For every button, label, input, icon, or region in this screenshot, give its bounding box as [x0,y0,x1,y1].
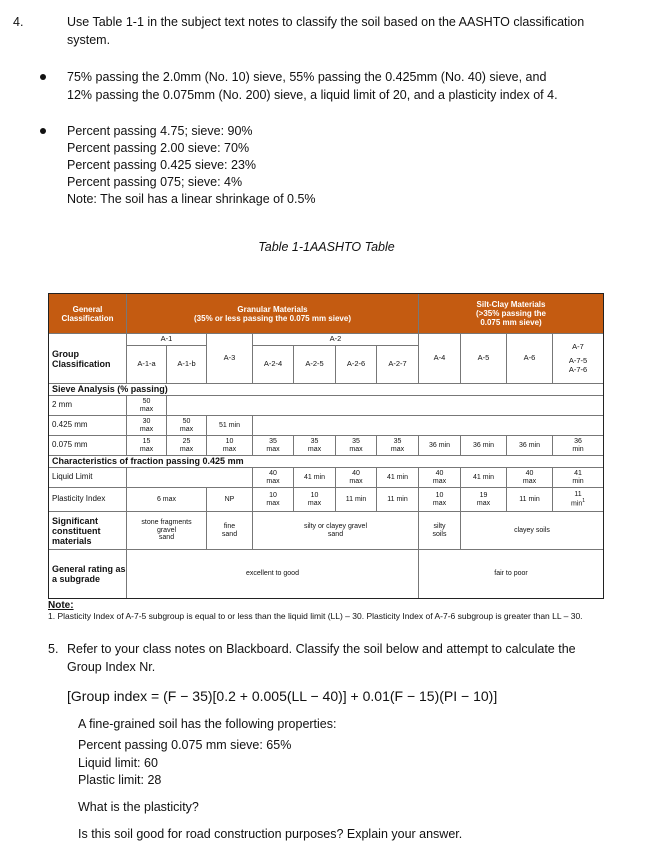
cell-sig-clayey: clayey soils [461,512,603,550]
liquid-limit-label: Liquid Limit [49,468,127,488]
table-note-title: Note: [48,600,74,611]
cell-ll-a6 [507,468,553,488]
group-a6: A-6 [507,334,553,384]
value: 25 [182,438,191,445]
value: silty [433,523,446,530]
cell-sig-a3 [207,512,253,550]
value: 50 [142,398,151,405]
group-a2: A-2 [253,334,419,346]
value: max [266,499,280,507]
cell-sig-a4 [419,512,461,550]
group-a76-label: A-7-6 [568,364,588,374]
general-rating-label: General rating as a subgrade [49,550,127,598]
value: 15 [142,438,151,445]
group-a25: A-2-5 [294,346,336,384]
value: min [572,477,584,485]
value: max [349,445,363,453]
header-granular-line1: Granular Materials [237,304,308,314]
group-classification-label: Group Classification [49,334,127,384]
value: gravel [156,526,177,534]
q5-property: Liquid limit: 60 [78,756,158,770]
table-caption: Table 1-1AASHTO Table [258,240,395,254]
cell-0075-a7 [553,436,603,456]
cell-0075-a27 [377,436,419,456]
value: 40 [435,470,444,477]
value: max [179,425,194,433]
q5-line2: Group Index Nr. [67,660,156,674]
value: fine [223,523,236,530]
cell-pi-a26: 11 min [336,488,377,512]
cell-0075-a25 [294,436,336,456]
group-index-formula: [Group index = (F − 35)[0.2 + 0.005(LL − 40)] + 0.01(F − 15)(PI − 10)] [67,688,498,704]
value: max [522,477,537,485]
cell-ll-a26 [336,468,377,488]
value: 10 [310,492,319,499]
header-granular-line2: (35% or less passing the 0.075 mm sieve) [194,313,351,323]
cell-0075-a3 [207,436,253,456]
cell-sig-a2 [253,512,419,550]
value: silty or clayey gravel [303,523,368,530]
sieve-analysis-heading: Sieve Analysis (% passing) [49,384,603,396]
cell-2mm-blank [167,396,603,416]
q5-property: Percent passing 0.075 mm sieve: 65% [78,738,292,752]
cell-0075-a26 [336,436,377,456]
group-a27: A-2-7 [377,346,419,384]
cell-ll-blank [127,468,253,488]
value: min [572,445,584,453]
cell-ll-a4 [419,468,461,488]
cell-pi-a6: 11 min [507,488,553,512]
value: max [349,477,363,485]
group-a1: A-1 [127,334,207,346]
value: 41 [574,470,582,477]
cell-sig-a1 [127,512,207,550]
cell-0425-blank [253,416,603,436]
value: 35 [269,438,277,445]
value: stone fragments [141,519,192,527]
group-a7 [553,334,603,384]
value: max [179,445,194,453]
q5-property: A fine-grained soil has the following properties: [78,717,337,731]
question-number-5: 5. [48,642,59,656]
q4-bullet2-line: Percent passing 0.425 sieve: 23% [67,158,257,172]
q4-bullet2-line: Percent passing 075; sieve: 4% [67,175,243,189]
group-a1b: A-1-b [167,346,207,384]
value: max [307,499,322,507]
group-a1a: A-1-a [127,346,167,384]
group-a26: A-2-6 [336,346,377,384]
value: max [266,445,280,453]
q5-property: Plastic limit: 28 [78,773,162,787]
value: max [390,445,405,453]
value: max [139,425,154,433]
cell-0425-a1b [167,416,207,436]
value: 36 [574,438,582,445]
cell-0075-a1a [127,436,167,456]
value: 35 [393,438,402,445]
q4-bullet1-line2: 12% passing the 0.075mm (No. 200) sieve, a liquid limit of 20, and a plasticity index of 4. [67,88,558,102]
group-a7-label: A-7 [572,341,584,351]
cell-ll-a24 [253,468,294,488]
q4-prompt-line1: Use Table 1-1 in the subject text notes to classify the soil based on the AASHTO classification [67,15,585,29]
bullet-icon [40,128,46,134]
plasticity-index-label: Plasticity Index [49,488,127,512]
sieve-2mm-label: 2 mm [49,396,127,416]
sieve-0425-label: 0.425 mm [49,416,127,436]
value: sand [221,530,238,538]
characteristics-heading: Characteristics of fraction passing 0.425 mm [49,456,603,468]
q4-bullet2-line: Note: The soil has a linear shrinkage of 0.5% [67,192,316,206]
value: 40 [352,470,360,477]
cell-rating-granular: excellent to good [127,550,419,598]
value: soils [432,530,447,538]
aashto-table [48,293,604,599]
value: 11 [574,490,582,498]
q5-line1: Refer to your class notes on Blackboard. Classify the soil below and attempt to calculate the [67,642,576,656]
value: max [222,445,237,453]
cell-ll-a27: 41 min [377,468,419,488]
header-siltclay-line3: 0.075 mm sieve) [480,318,542,327]
cell-pi-a4 [419,488,461,512]
cell-0425-a3: 51 min [207,416,253,436]
value [571,498,585,508]
q4-bullet2-line: Percent passing 4.75; sieve: 90% [67,124,253,138]
value: 40 [525,470,534,477]
significant-constituent-label: Significant constituent materials [49,512,127,550]
header-granular-materials [127,294,419,334]
header-general-classification: General Classification [49,294,127,334]
cell-pi-a7 [553,488,603,512]
table-note-text: 1. Plasticity Index of A-7-5 subgroup is equal to or less than the liquid limit (LL) – 30. Plasticity Index of A-7-6 subgroup is greater than LL – 30. [48,611,583,621]
value: 35 [352,438,360,445]
header-siltclay-line2: (>35% passing the [475,309,547,318]
value: 30 [142,418,151,425]
value: max [476,499,491,507]
cell-ll-a25: 41 min [294,468,336,488]
group-a24: A-2-4 [253,346,294,384]
value: max [432,499,447,507]
group-a5: A-5 [461,334,507,384]
footnote-marker: 1 [582,498,586,505]
group-a3: A-3 [207,334,253,384]
value: sand [158,534,175,542]
cell-0075-a6: 36 min [507,436,553,456]
value: max [266,477,280,485]
q5-question-plasticity: What is the plasticity? [78,800,199,814]
sieve-0075-label: 0.075 mm [49,436,127,456]
cell-ll-a5: 41 min [461,468,507,488]
header-siltclay-line1: Silt-Clay Materials [476,300,546,309]
cell-2mm-a1a [127,396,167,416]
value: 10 [225,438,234,445]
cell-pi-a24 [253,488,294,512]
value: max [307,445,322,453]
cell-0075-a1b [167,436,207,456]
group-a4: A-4 [419,334,461,384]
cell-pi-a5 [461,488,507,512]
q4-bullet2-line: Percent passing 2.00 sieve: 70% [67,141,250,155]
q5-question-road: Is this soil good for road construction purposes? Explain your answer. [78,827,463,841]
question-number-4: 4. [13,15,24,29]
cell-pi-a3: NP [207,488,253,512]
bullet-icon [40,74,46,80]
value: max [432,477,447,485]
cell-ll-a7 [553,468,603,488]
cell-pi-a25 [294,488,336,512]
value: 40 [269,470,277,477]
cell-0425-a1a [127,416,167,436]
cell-0075-a24 [253,436,294,456]
value: 50 [182,418,191,425]
cell-rating-siltclay: fair to poor [494,570,528,578]
value: max [139,445,154,453]
cell-0075-a5: 36 min [461,436,507,456]
group-a75-label: A-7-5 [568,356,588,366]
value: max [139,405,154,413]
cell-pi-a1: 6 max [127,488,207,512]
cell-pi-a27: 11 min [377,488,419,512]
q4-prompt-line2: system. [67,33,111,47]
q4-bullet1-line1: 75% passing the 2.0mm (No. 10) sieve, 55% passing the 0.425mm (No. 40) sieve, and [67,70,547,84]
value: 10 [435,492,444,499]
value: 10 [269,492,277,499]
value: sand [327,530,344,538]
value: 35 [310,438,319,445]
cell-0075-a4: 36 min [419,436,461,456]
header-silt-clay-materials [419,294,603,334]
value: min [570,500,583,508]
value: 19 [479,492,488,499]
